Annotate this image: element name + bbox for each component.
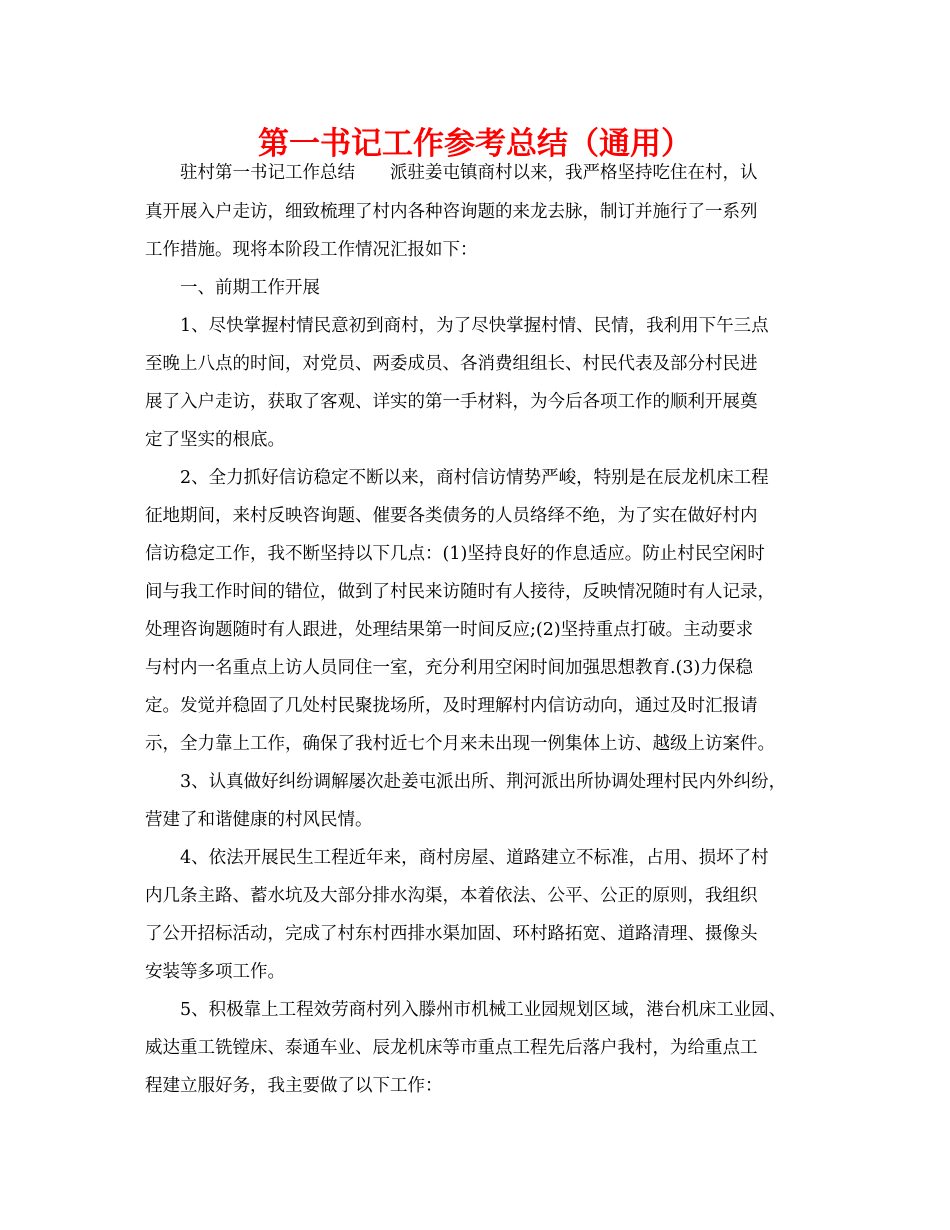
text-line: 定了坚实的根底。: [145, 430, 285, 450]
text-line: 1、尽快掌握村情民意初到商村，为了尽快掌握村情、民情，我利用下午三点: [180, 316, 769, 336]
text-line: 3、认真做好纠纷调解屡次赴姜屯派出所、荆河派出所协调处理村民内外纠纷，: [180, 772, 787, 792]
text-line: 程建立服好务，我主要做了以下工作：: [145, 1076, 443, 1096]
text-line: 示，全力靠上工作，确保了我村近七个月来未出现一例集体上访、越级上访案件。: [145, 734, 775, 754]
text-line: 信访稳定工作，我不断坚持以下几点：(1)坚持良好的作息适应。防止村民空闲时: [145, 544, 765, 564]
text-line: 5、积极靠上工程效劳商村列入滕州市机械工业园规划区域，港台机床工业园、: [180, 1000, 787, 1020]
document-title: 第一书记工作参考总结（通用）: [258, 126, 692, 162]
text-line: 定。发觉并稳固了几处村民聚拢场所，及时理解村内信访动向，通过及时汇报请: [145, 696, 758, 716]
text-line: 展了入户走访，获取了客观、详实的第一手材料，为今后各项工作的顺利开展奠: [145, 392, 758, 412]
text-line: 4、依法开展民生工程近年来，商村房屋、道路建立不标准，占用、损坏了村: [180, 848, 769, 868]
text-line: 2、全力抓好信访稳定不断以来，商村信访情势严峻，特别是在辰龙机床工程: [180, 468, 769, 488]
text-line: 真开展入户走访，细致梳理了村内各种咨询题的来龙去脉，制订并施行了一系列: [145, 202, 758, 222]
text-line: 至晚上八点的时间，对党员、两委成员、各消费组组长、村民代表及部分村民进: [145, 354, 758, 374]
text-line: 安装等多项工作。: [145, 962, 285, 982]
text-line: 征地期间，来村反映咨询题、催要各类债务的人员络绎不绝，为了实在做好村内: [145, 506, 758, 526]
text-line: 与村内一名重点上访人员同住一室，充分利用空闲时间加强思想教育.(3)力保稳: [145, 658, 753, 678]
text-line: 间与我工作时间的错位，做到了村民来访随时有人接待，反映情况随时有人记录，: [145, 582, 775, 602]
text-line: 营建了和谐健康的村风民情。: [145, 810, 373, 830]
text-line: 威达重工铣镗床、泰通车业、辰龙机床等市重点工程先后落户我村，为给重点工: [145, 1038, 758, 1058]
text-line: 驻村第一书记工作总结 派驻姜屯镇商村以来，我严格坚持吃住在村，认: [180, 163, 758, 183]
text-line: 工作措施。现将本阶段工作情况汇报如下：: [145, 240, 478, 260]
text-line: 内几条主路、蓄水坑及大部分排水沟渠，本着依法、公平、公正的原则，我组织: [145, 886, 758, 906]
text-line: 了公开招标活动，完成了村东村西排水渠加固、环村路拓宽、道路清理、摄像头: [145, 924, 758, 944]
section-heading: 一、前期工作开展: [180, 278, 320, 298]
text-line: 处理咨询题随时有人跟进，处理结果第一时间反应;(2)坚持重点打破。主动要求: [145, 620, 754, 640]
